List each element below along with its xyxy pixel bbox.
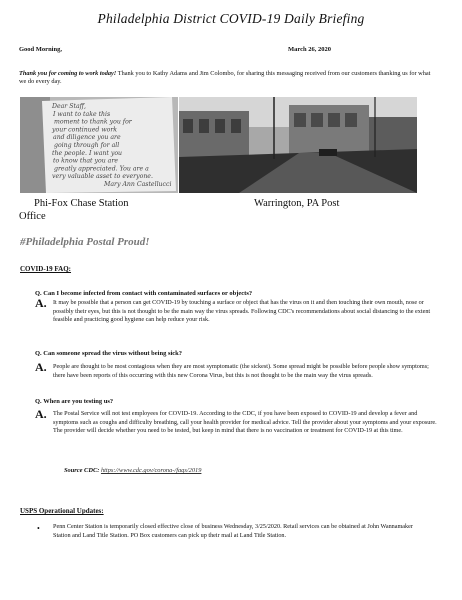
note-line: the people. I want you [52, 149, 123, 157]
photo-caption-right: Warrington, PA Post [254, 198, 340, 209]
note-line: moment to thank you for [54, 118, 132, 126]
note-line: Dear Staff, [52, 103, 87, 110]
thanks-paragraph [19, 70, 439, 87]
faq-answer-letter-1: A. [35, 296, 47, 310]
note-line: I want to take this [53, 110, 111, 118]
faq-answer-letter-3: A. [35, 407, 47, 421]
faq-question-2: Q. Can someone spread the virus without being sick? [35, 350, 183, 357]
briefing-date: March 26, 2020 [288, 46, 332, 53]
faq-source [64, 467, 201, 474]
note-line: and diligence you are [53, 134, 121, 142]
faq-answer-letter-2: A. [35, 360, 47, 374]
note-line: to know that you are [53, 157, 118, 165]
faq-heading: COVID-19 FAQ: [20, 265, 72, 273]
faq-answer-2: People are thought to be most contagious when they are most symptomatic (the sickest). Some spread might be possible before people show symptoms; there have been reports of this occurring with this new Corona Virus, but this is not thought to be the main way the virus spreads. [53, 363, 429, 379]
operations-heading: USPS Operational Updates: [20, 507, 104, 515]
street-photo [179, 97, 417, 193]
faq-answer-3: The Postal Service will not test employees for COVID-19. According to the CDC, if you have been exposed to COVID-19 and develop a fever and symptoms such as coughs and difficulty breathing, call your health provider for medical advice. Tell the provider about your symptoms and your exposure. The provider will decide whether you need to be tested, but keep in mind that there is no vaccination or treatment for COVID-19 at this time. [53, 410, 437, 435]
note-line: going through for all [54, 142, 120, 149]
hashtag-heading: #Philadelphia Postal Proud! [20, 236, 150, 248]
photo-caption-left-cont: Office [19, 211, 46, 222]
page-title: Philadelphia District COVID-19 Daily Briefing [97, 11, 365, 26]
note-line: very valuable asset to everyone. [52, 173, 153, 181]
note-line: Mary Ann Castellucci [104, 181, 172, 188]
photo-strip [20, 97, 417, 193]
greeting: Good Morning, [19, 46, 62, 53]
operations-item: Penn Center Station is temporarily closed effective close of business Wednesday, 3/25/2020. Retail services can be obtained at John Wannamaker Station and Land Title Station. PO Box customers can pick up their mail at Land Title Station. [53, 523, 413, 539]
faq-answer-1: It may be possible that a person can get COVID-19 by touching a surface or object that has the virus on it and then touching their own mouth, nose or possibly their eyes, but this is not thought to be the main way the virus spreads. Following CDC's recommendations about social distancing to the extent feasible and practicing good hygiene can help reduce your risk. [53, 299, 431, 324]
bullet-icon: • [37, 524, 40, 533]
note-line: your continued work [52, 126, 118, 134]
photo-caption-left: Phi-Fox Chase Station [34, 198, 129, 209]
source-label: Source CDC: [64, 467, 100, 474]
faq-question-3: Q. When are you testing us? [35, 398, 114, 405]
note-line: greatly appreciated. You are a [54, 165, 149, 173]
source-link[interactable]: https://www.cdc.gov/corona-/faqs/2019 [100, 467, 202, 474]
handwritten-note-photo [20, 97, 178, 193]
faq-question-1: Q. Can I become infected from contact with contaminated surfaces or objects? [35, 290, 253, 297]
thanks-body: Thank you to Kathy Adams and Jim Colombo, for sharing this messaging received from our customers thanking us for what we do every day. [19, 70, 431, 86]
thanks-lead: Thank you for coming to work today! [19, 70, 117, 77]
